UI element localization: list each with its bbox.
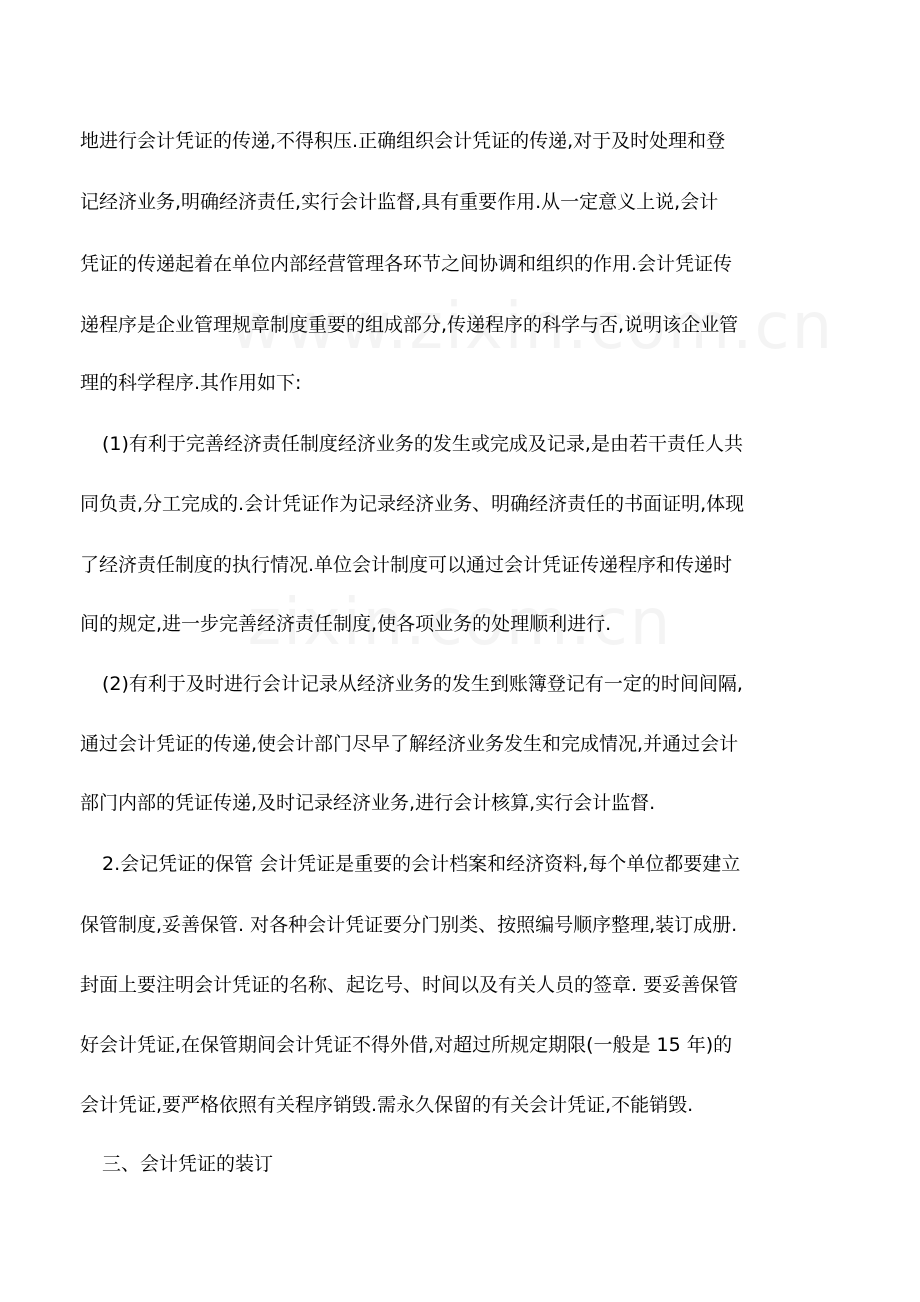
text-line: 理的科学程序.其作用如下:	[80, 372, 302, 394]
text-line: 会计凭证,要严格依照有关程序销毁.需永久保留的有关会计凭证,不能销毁.	[80, 1094, 694, 1116]
section-heading: 三、会计凭证的装订	[102, 1153, 274, 1175]
text-line: 封面上要注明会计凭证的名称、起讫号、时间以及有关人员的签章. 要妥善保管	[80, 974, 739, 996]
text-line: 2.会记凭证的保管 会计凭证是重要的会计档案和经济资料,每个单位都要建立	[102, 853, 741, 875]
text-line: 保管制度,妥善保管. 对各种会计凭证要分门别类、按照编号顺序整理,装订成册.	[80, 914, 738, 936]
text-line: 通过会计凭证的传递,使会计部门尽早了解经济业务发生和完成情况,并通过会计	[80, 733, 739, 755]
text-line: 记经济业务,明确经济责任,实行会计监督,具有重要作用.从一定意义上说,会计	[80, 191, 719, 213]
text-line: 部门内部的凭证传递,及时记录经济业务,进行会计核算,实行会计监督.	[80, 792, 656, 814]
text-line: 地进行会计凭证的传递,不得积压.正确组织会计凭证的传递,对于及时处理和登	[80, 130, 726, 152]
text-line: 凭证的传递起着在单位内部经营管理各环节之间协调和组织的作用.会计凭证传	[80, 253, 733, 275]
text-line: (2)有利于及时进行会计记录从经济业务的发生到账簿登记有一定的时间间隔,	[102, 673, 743, 695]
text-line: 同负责,分工完成的.会计凭证作为记录经济业务、明确经济责任的书面证明,体现	[80, 493, 745, 515]
text-line: 递程序是企业管理规章制度重要的组成部分,传递程序的科学与否,说明该企业管	[80, 314, 739, 336]
text-line: 间的规定,进一步完善经济责任制度,使各项业务的处理顺利进行.	[80, 613, 612, 635]
text-line: 了经济责任制度的执行情况.单位会计制度可以通过会计凭证传递程序和传递时	[80, 554, 733, 576]
text-line: 好会计凭证,在保管期间会计凭证不得外借,对超过所规定期限(一般是 15 年)的	[80, 1034, 733, 1056]
text-line: (1)有利于完善经济责任制度经济业务的发生或完成及记录,是由若干责任人共	[102, 433, 743, 455]
